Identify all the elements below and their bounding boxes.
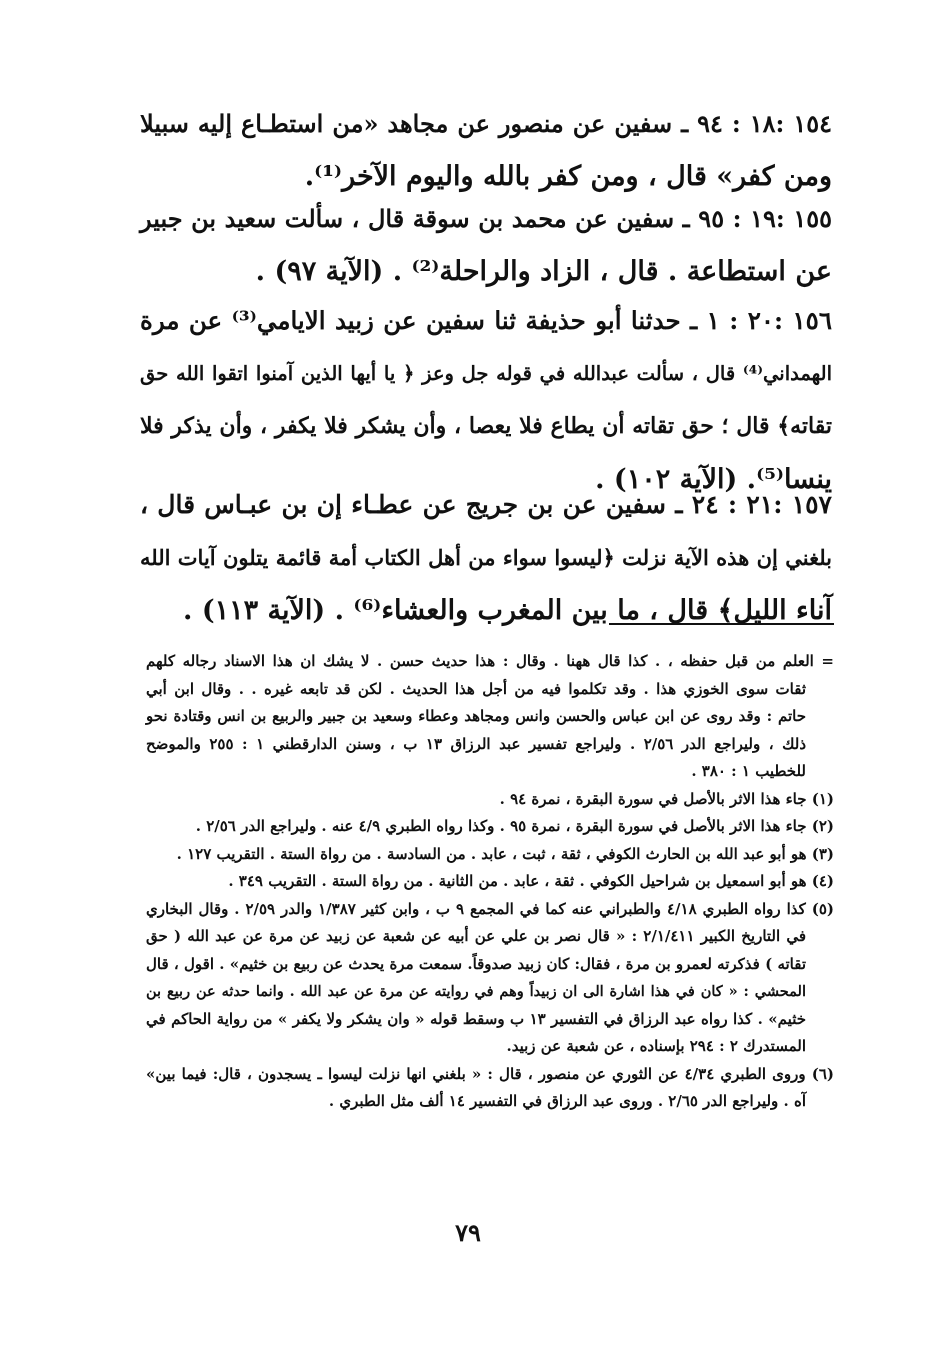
footnote-1 — [146, 786, 834, 814]
footnote-line: تقاته ) فذكرته لعمرو بن مرة ، فقال: كان زبيد صدوقاً. سمعت مرة يحدث عن ربيع بن خثيم» . اقول ، قال — [146, 954, 806, 973]
entry-line: تقاته﴾ قال ؛ حق تقاته أن يطاع فلا يعصا ، وأن يشكر فلا يكفر ، وأن يذكر فلا — [140, 413, 832, 439]
footnote-line: آه . وليراجع الدر ٢/٦٥ . وروى عبد الرزاق في التفسير ١٤ ألف مثل الطبري . — [328, 1092, 806, 1110]
footnote-3 — [146, 841, 834, 869]
entry-line: ١٥٦ :٢٠ : ١ ـ حدثنا أبو حذيفة ثنا سفين عن زبيد الايامي⁽³⁾ عن مرة — [140, 306, 832, 335]
hadith-entry-156 — [140, 294, 832, 506]
entry-line: ١٥٤ :١٨ : ٩٤ ـ سفين عن منصور عن مجاهد «من استطـاع إليه سبيلا — [140, 109, 832, 138]
footnote-line: (٢) جاء هذا الاثر بالأصل في سورة البقرة ، نمرة ٩٥ . وكذا رواه الطبري ٤/٩ عنه . وليراجع الدر ٢/٥٦ . — [195, 817, 834, 835]
entry-line: عن استطاعة . قال ، الزاد والراحلة⁽²⁾ . (الآية ٩٧) . — [255, 256, 832, 287]
footnote-4 — [146, 868, 834, 896]
footnote-6 — [146, 1061, 834, 1116]
footnote-line: خثيم» . كذا رواه عبد الرزاق في التفسير ١٣ ب وسقط قوله « وان يشكر ولا يكفر » من رواية الحاكم في — [146, 1009, 806, 1028]
footnote-line: المستدرك ٢ : ٢٩٤ بإسناده ، عن شعبة عن زبيد. — [506, 1037, 806, 1055]
entry-line: ينسا⁽⁵⁾. (الآية ١٠٢) . — [595, 464, 832, 495]
footnote-line: (٦) وروى الطبري ٤/٣٤ عن الثوري عن منصور ، قال : « بلغني انها نزلت ليسوا ـ يسجدون ، قال: فيما بين» — [146, 1064, 834, 1083]
footnote-line: ذلك ، وليراجع الدر ٢/٥٦ . وليراجع تفسير عبد الرزاق ١٣ ب ، وسنن الدارقطني ١ : ٢٥٥ والموضح — [146, 734, 806, 753]
footnote-line: (١) جاء هذا الاثر بالأصل في سورة البقرة ، نمرة ٩٤ . — [499, 789, 834, 808]
footnote-continuation — [146, 648, 834, 786]
footnote-line: في التاريخ الكبير ٢/١/٤١١ : « قال نصر بن علي عن أبيه عن شعبة عن زبيد عن مرة عن عبد الله ( حق — [146, 927, 806, 945]
entry-line: ومن كفر» قال ، ومن كفر بالله واليوم الآخر⁽¹⁾. — [304, 161, 832, 192]
footnote-line: = العلم من قبل حفظه ، . كذا قال ههنا . وقال : هذا حديث حسن . لا يشك ان هذا الاسناد رجاله كلهم — [146, 652, 834, 670]
entry-line: ١٥٥ :١٩ : ٩٥ ـ سفين عن محمد بن سوقة قال ، سألت سعيد بن جبير — [140, 204, 833, 233]
footnote-2 — [146, 813, 834, 841]
entry-line: الهمداني⁽⁴⁾ قال ، سألت عبدالله في قوله جل وعز ﴿ يا أيها الذين آمنوا اتقوا الله حق — [140, 362, 832, 385]
footnote-line: المحشي : « كان في هذا اشارة الى ان زبيداً وهم في روايته عن مرة عن عبد الله . وانما حدثه عن ربيع بن — [146, 983, 806, 1000]
page-number: ٧٩ — [455, 1218, 481, 1247]
footnote-5 — [146, 896, 834, 1061]
hadith-entry-155 — [140, 192, 832, 298]
footnote-line: (٤) هو أبو اسمعيل بن شراحيل الكوفي . ثقة ، عابد . من الثانية . من رواة الستة . التقريب ٣٤٩ . — [228, 872, 834, 890]
footnote-line: ثقات سوى الخوزي هذا . وقد تكلموا فيه من أجل هذا الحديث . لكن قد تابعه غيره . . وقال ابن أبي — [146, 679, 806, 698]
footnote-line: (٣) هو أبو عبد الله بن الحارث الكوفي ، ثقة ، ثبت ، عابد . من السادسة . من رواة الستة . التقريب ١٢٧ . — [176, 844, 834, 863]
hadith-entry-157 — [140, 478, 832, 637]
footnote-divider — [609, 623, 834, 625]
hadith-entry-154 — [140, 97, 832, 203]
entry-line: بلغني إن هذه الآية نزلت ﴿ليسوا سواء من أهل الكتاب أمة قائمة يتلون آيات الله — [140, 545, 832, 570]
footnote-line: حاتم : وقد روى عن ابن عباس والحسن وانس ومجاهد وعطاء وسعيد بن جبير والربيع بن انس وقتادة نحو — [146, 707, 806, 725]
footnotes — [146, 648, 834, 1116]
footnote-line: (٥) كذا رواه الطبري ٤/١٨ والطبراني عنه كما في المجمع ٩ ب ، وابن كثير ١/٣٨٧ والدر ٢/٥٩ . وقال البخاري — [146, 899, 834, 918]
entry-line: آناء الليل﴾ قال ، ما بين المغرب والعشاء⁽⁶⁾ . (الآية ١١٣) . — [183, 595, 832, 626]
entry-line: ١٥٧ :٢١ : ٢٤ ـ سفين عن بن جريج عن عطـاء إن بن عبـاس قال ، — [140, 490, 832, 519]
footnote-line: للخطيب ١ : ٣٨٠ . — [691, 762, 806, 780]
